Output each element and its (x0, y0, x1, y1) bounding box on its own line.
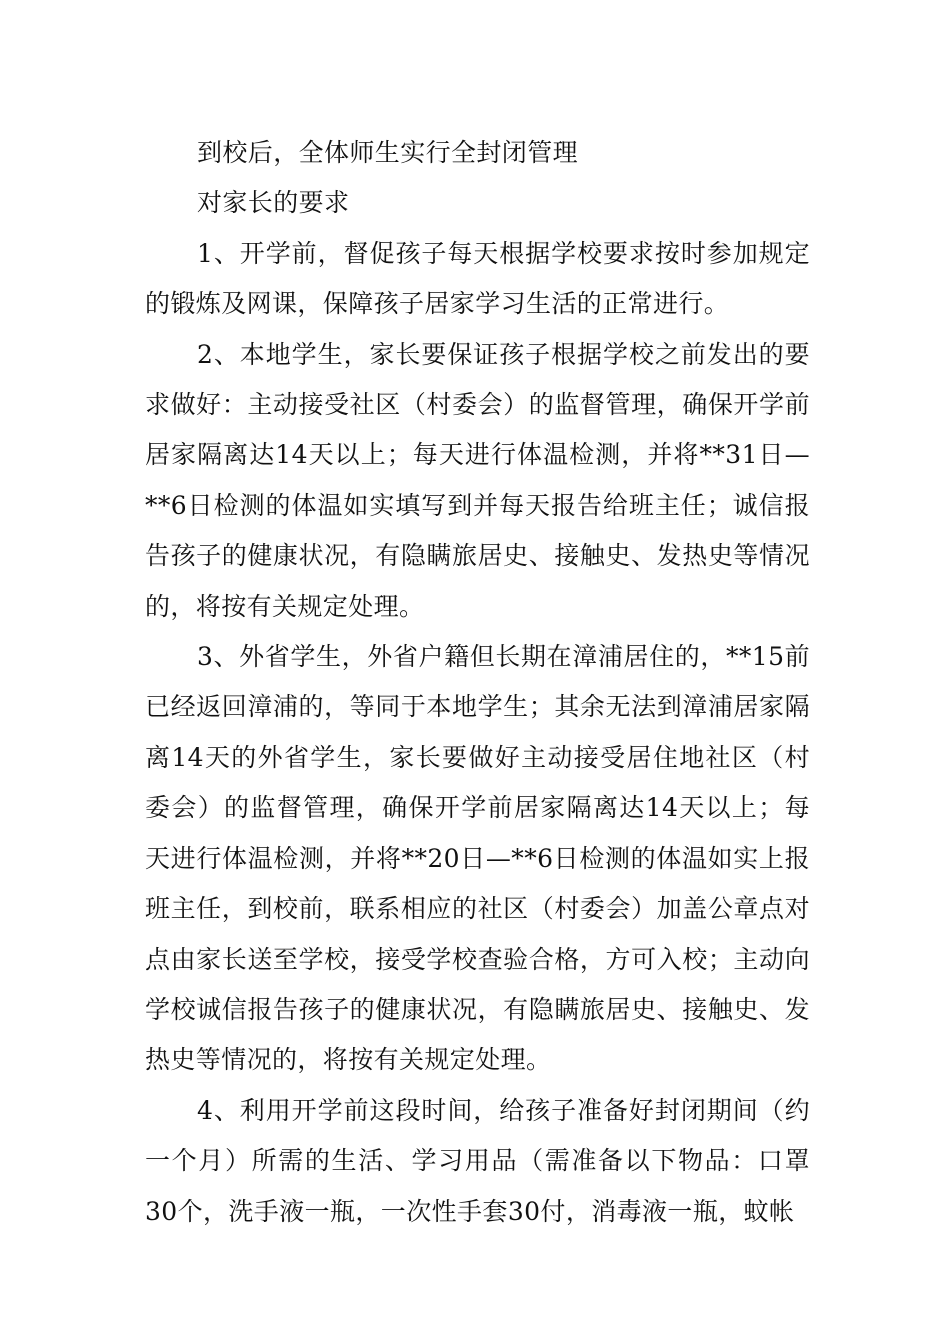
paragraph-requirement-4: 4、利用开学前这段时间，给孩子准备好封闭期间（约一个月）所需的生活、学习用品（需准备以下物品：口罩30个，洗手液一瓶，一次性手套30付，消毒液一瓶，蚊帐 (145, 1095, 810, 1226)
paragraph-requirement-2: 2、本地学生，家长要保证孩子根据学校之前发出的要求做好：主动接受社区（村委会）的监督管理，确保开学前居家隔离达14天以上；每天进行体温检测，并将**31日—**6日检测的体温如实填写到并每天报告给班主任；诚信报告孩子的健康状况，有隐瞒旅居史、接触史、发热史等情况的，将按有关规定处理。 (145, 339, 810, 621)
paragraph-arrival-closed-management: 到校后，全体师生实行全封闭管理 (197, 138, 579, 167)
heading-parent-requirements: 对家长的要求 (197, 188, 350, 218)
paragraph-requirement-1: 1、开学前，督促孩子每天根据学校要求按时参加规定的锻炼及网课，保障孩子居家学习生活的正常进行。 (145, 238, 810, 319)
paragraph-requirement-3: 3、外省学生，外省户籍但长期在漳浦居住的，**15前已经返回漳浦的，等同于本地学生；其余无法到漳浦居家隔离14天的外省学生，家长要做好主动接受居住地社区（村委会）的监督管理，确保开学前居家隔离达14天以上；每天进行体温检测，并将**20日—**6日检测的体温如实上报班主任，到校前，联系相应的社区（村委会）加盖公章点对点由家长送至学校，接受学校查验合格，方可入校；主动向学校诚信报告孩子的健康状况，有隐瞒旅居史、接触史、发热史等情况的，将按有关规定处理。 (145, 642, 810, 1075)
document-body (145, 128, 810, 1237)
